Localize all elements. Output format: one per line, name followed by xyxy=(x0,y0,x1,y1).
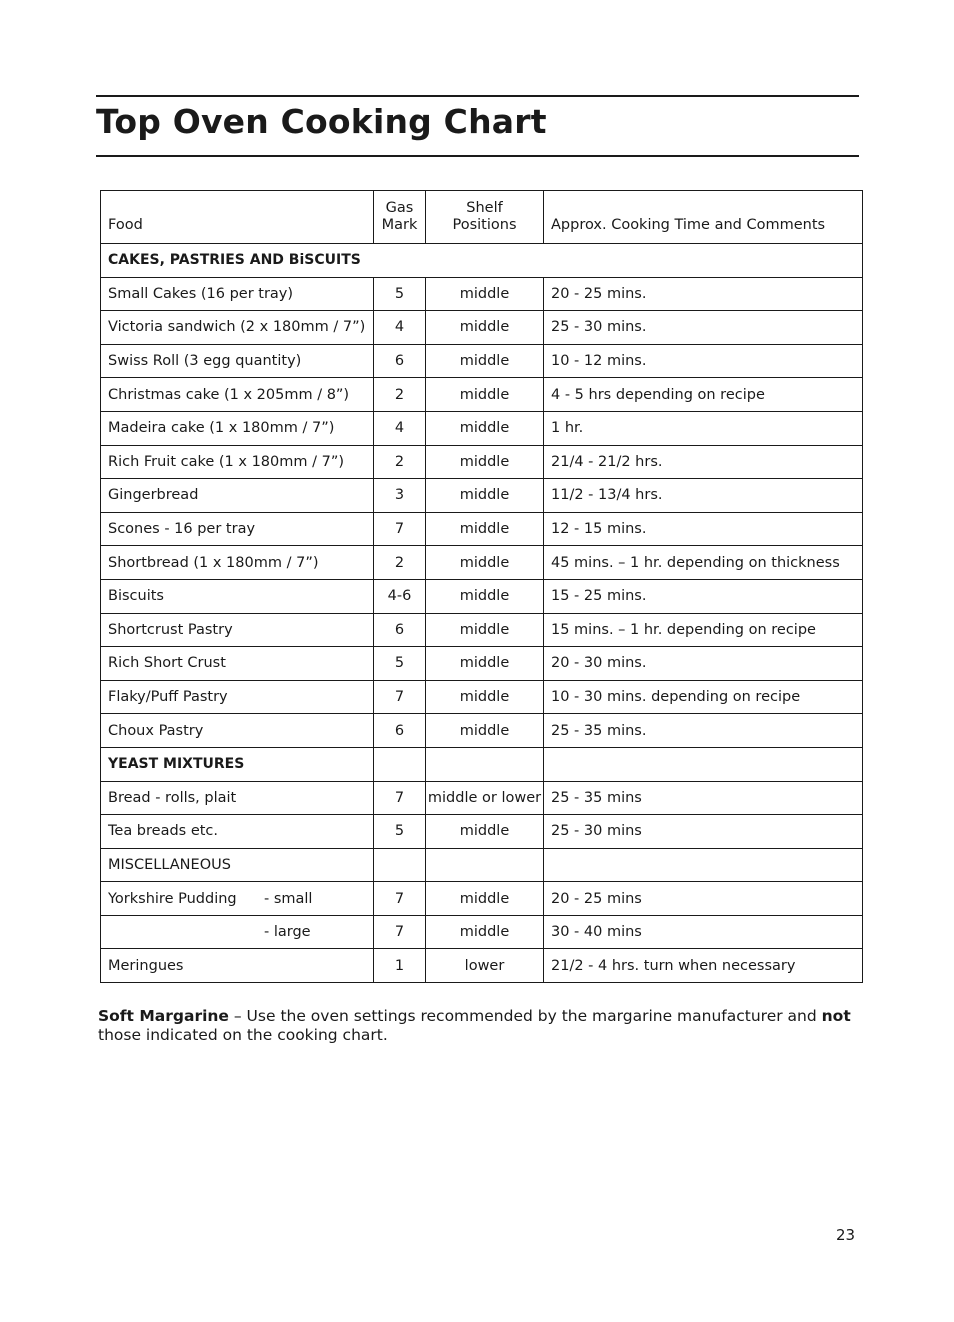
top-rule xyxy=(96,95,859,97)
shelf-cell: middle xyxy=(426,445,544,479)
gas-cell: 4 xyxy=(374,311,426,345)
time-cell: 11/2 - 13/4 hrs. xyxy=(544,479,863,513)
time-cell: 20 - 25 mins xyxy=(544,882,863,916)
food-size: - small xyxy=(264,890,313,907)
table-row xyxy=(101,277,863,311)
gas-cell: 5 xyxy=(374,277,426,311)
gas-cell: 1 xyxy=(374,949,426,983)
shelf-cell: middle xyxy=(426,915,544,949)
note-bold-not: not xyxy=(821,1007,851,1025)
time-cell: 21/2 - 4 hrs. turn when necessary xyxy=(544,949,863,983)
food-cell: Tea breads etc. xyxy=(101,815,374,849)
table-header-row xyxy=(101,191,863,244)
time-cell: 10 - 30 mins. depending on recipe xyxy=(544,680,863,714)
food-cell: Choux Pastry xyxy=(101,714,374,748)
empty-cell xyxy=(544,848,863,882)
page-title: Top Oven Cooking Chart xyxy=(96,102,547,141)
shelf-cell: middle xyxy=(426,411,544,445)
food-cell: Swiss Roll (3 egg quantity) xyxy=(101,344,374,378)
time-cell: 20 - 30 mins. xyxy=(544,647,863,681)
time-cell: 15 - 25 mins. xyxy=(544,579,863,613)
table-row xyxy=(101,512,863,546)
header-gas-mark xyxy=(374,191,426,244)
section-misc: MISCELLANEOUS xyxy=(101,848,374,882)
empty-cell xyxy=(426,747,544,781)
empty-cell xyxy=(544,747,863,781)
section-yeast: YEAST MIXTURES xyxy=(101,747,374,781)
gas-cell: 6 xyxy=(374,344,426,378)
gas-cell: 7 xyxy=(374,512,426,546)
gas-cell: 2 xyxy=(374,445,426,479)
shelf-cell: middle xyxy=(426,546,544,580)
gas-cell: 7 xyxy=(374,915,426,949)
gas-cell: 3 xyxy=(374,479,426,513)
shelf-cell: middle xyxy=(426,344,544,378)
note-text-2: those indicated on the cooking chart. xyxy=(98,1026,388,1044)
time-cell: 25 - 35 mins. xyxy=(544,714,863,748)
title-underline xyxy=(96,155,859,157)
food-name: Yorkshire Pudding xyxy=(108,890,237,907)
shelf-cell: lower xyxy=(426,949,544,983)
section-row-cakes xyxy=(101,244,863,278)
note-text-1: – Use the oven settings recommended by the margarine manufacturer and xyxy=(228,1007,822,1025)
time-cell: 45 mins. – 1 hr. depending on thickness xyxy=(544,546,863,580)
shelf-cell: middle xyxy=(426,613,544,647)
time-cell: 25 - 35 mins xyxy=(544,781,863,815)
empty-cell xyxy=(374,848,426,882)
table-row xyxy=(101,546,863,580)
cooking-chart-table xyxy=(100,190,863,983)
table-row xyxy=(101,445,863,479)
section-row-yeast xyxy=(101,747,863,781)
gas-cell: 5 xyxy=(374,815,426,849)
table-row xyxy=(101,378,863,412)
gas-cell: 5 xyxy=(374,647,426,681)
time-cell: 1 hr. xyxy=(544,411,863,445)
header-shelf-line2: Positions xyxy=(452,217,517,233)
header-gas-line2: Mark xyxy=(381,217,418,233)
header-gas-line1: Gas xyxy=(385,200,414,216)
table-row xyxy=(101,579,863,613)
food-cell: Biscuits xyxy=(101,579,374,613)
time-cell: 10 - 12 mins. xyxy=(544,344,863,378)
gas-cell: 7 xyxy=(374,781,426,815)
time-cell: 25 - 30 mins. xyxy=(544,311,863,345)
time-cell: 15 mins. – 1 hr. depending on recipe xyxy=(544,613,863,647)
food-cell: Flaky/Puff Pastry xyxy=(101,680,374,714)
section-cakes: CAKES, PASTRIES AND BiSCUITS xyxy=(101,244,863,278)
section-row-misc xyxy=(101,848,863,882)
gas-cell: 4 xyxy=(374,411,426,445)
page-number: 23 xyxy=(836,1226,856,1244)
table-row xyxy=(101,479,863,513)
gas-cell: 6 xyxy=(374,613,426,647)
shelf-cell: middle xyxy=(426,882,544,916)
table-row xyxy=(101,949,863,983)
food-cell: Small Cakes (16 per tray) xyxy=(101,277,374,311)
shelf-cell: middle xyxy=(426,815,544,849)
table-row xyxy=(101,311,863,345)
table-row xyxy=(101,680,863,714)
food-cell: Scones - 16 per tray xyxy=(101,512,374,546)
food-cell: Rich Fruit cake (1 x 180mm / 7”) xyxy=(101,445,374,479)
shelf-cell: middle xyxy=(426,512,544,546)
header-food: Food xyxy=(101,191,374,244)
time-cell: 4 - 5 hrs depending on recipe xyxy=(544,378,863,412)
food-cell: Gingerbread xyxy=(101,479,374,513)
time-cell: 25 - 30 mins xyxy=(544,815,863,849)
soft-margarine-note xyxy=(98,1007,858,1045)
food-cell: Christmas cake (1 x 205mm / 8”) xyxy=(101,378,374,412)
shelf-cell: middle xyxy=(426,579,544,613)
shelf-cell: middle xyxy=(426,277,544,311)
time-cell: 12 - 15 mins. xyxy=(544,512,863,546)
table-row xyxy=(101,815,863,849)
shelf-cell: middle xyxy=(426,647,544,681)
time-cell: 20 - 25 mins. xyxy=(544,277,863,311)
header-shelf-line1: Shelf xyxy=(466,200,503,216)
shelf-cell: middle xyxy=(426,378,544,412)
table-row xyxy=(101,882,863,916)
gas-cell: 4-6 xyxy=(374,579,426,613)
food-cell: Victoria sandwich (2 x 180mm / 7”) xyxy=(101,311,374,345)
food-cell: Madeira cake (1 x 180mm / 7”) xyxy=(101,411,374,445)
header-comments: Approx. Cooking Time and Comments xyxy=(544,191,863,244)
time-cell: 21/4 - 21/2 hrs. xyxy=(544,445,863,479)
gas-cell: 2 xyxy=(374,546,426,580)
table-row xyxy=(101,411,863,445)
food-cell: Bread - rolls, plait xyxy=(101,781,374,815)
shelf-cell: middle xyxy=(426,680,544,714)
shelf-cell: middle or lower xyxy=(426,781,544,815)
table-row xyxy=(101,714,863,748)
table-row xyxy=(101,613,863,647)
header-shelf-positions xyxy=(426,191,544,244)
shelf-cell: middle xyxy=(426,479,544,513)
food-size: - large xyxy=(101,915,374,949)
gas-cell: 7 xyxy=(374,882,426,916)
gas-cell: 2 xyxy=(374,378,426,412)
shelf-cell: middle xyxy=(426,714,544,748)
empty-cell xyxy=(426,848,544,882)
gas-cell: 6 xyxy=(374,714,426,748)
gas-cell: 7 xyxy=(374,680,426,714)
table-row xyxy=(101,915,863,949)
note-bold-lead: Soft Margarine xyxy=(98,1007,229,1025)
shelf-cell: middle xyxy=(426,311,544,345)
table-row xyxy=(101,647,863,681)
table-row xyxy=(101,344,863,378)
food-cell: Shortbread (1 x 180mm / 7”) xyxy=(101,546,374,580)
empty-cell xyxy=(374,747,426,781)
food-cell: Rich Short Crust xyxy=(101,647,374,681)
table-row xyxy=(101,781,863,815)
food-cell xyxy=(101,882,374,916)
food-cell: Shortcrust Pastry xyxy=(101,613,374,647)
food-cell: Meringues xyxy=(101,949,374,983)
time-cell: 30 - 40 mins xyxy=(544,915,863,949)
